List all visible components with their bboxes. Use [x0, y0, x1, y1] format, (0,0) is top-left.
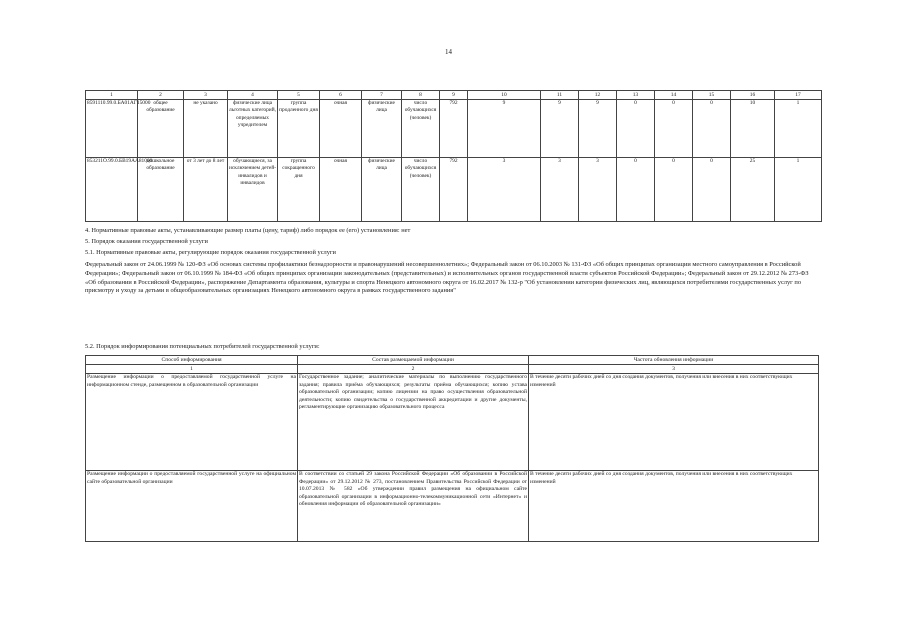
table-cell: группа сокращенного дня [278, 158, 320, 222]
table-cell: физические лица [362, 100, 402, 158]
table-cell: 3 [579, 158, 617, 222]
column-header: Частота обновления информации [529, 356, 819, 365]
table-cell: физические лица [362, 158, 402, 222]
table-cell: 1 [775, 100, 822, 158]
column-number: 7 [362, 91, 402, 100]
column-header: Способ информирования [86, 356, 298, 365]
column-number: 16 [731, 91, 775, 100]
column-number: 2 [298, 365, 529, 374]
table-cell: 3 [541, 158, 579, 222]
table-cell: число обучающихся (человек) [402, 158, 440, 222]
column-number: 3 [184, 91, 228, 100]
column-number: 10 [468, 91, 541, 100]
table-cell: дошкольное образование [138, 158, 184, 222]
column-number: 8 [402, 91, 440, 100]
table-cell: число обучающихся (человек) [402, 100, 440, 158]
table-cell: 792 [440, 158, 468, 222]
section-5-heading: 5. Порядок оказания государственной услуги [85, 238, 208, 245]
table-cell: очная [320, 158, 362, 222]
table-cell: 792 [440, 100, 468, 158]
table-cell: группа продленного дня [278, 100, 320, 158]
column-number: 12 [579, 91, 617, 100]
table-cell: 0 [693, 100, 731, 158]
column-number: 4 [228, 91, 278, 100]
column-number: 17 [775, 91, 822, 100]
information-table [85, 355, 819, 542]
column-number: 13 [617, 91, 655, 100]
table-cell: 9 [579, 100, 617, 158]
column-number: 15 [693, 91, 731, 100]
page-number: 14 [445, 48, 452, 56]
column-number: 11 [541, 91, 579, 100]
column-number: 3 [529, 365, 819, 374]
indicators-table [85, 90, 822, 222]
info-content-cell: В соответствии со статьей 29 закона Российской Федерации «Об образовании в Российской Федерации» от 29.12.2012 № 273, постановлением Правительства Российской Федерации от 10.07.2013 № 582 «Об утверждении правил размещения на официальном сайте образовательной организации в информационно-телекоммуникационной сети «Интернет» и обновления информации об образовательной организации» [298, 471, 529, 542]
table-cell: обучающиеся, за исключением детей-инвалидов и инвалидов [228, 158, 278, 222]
table-cell: 0 [693, 158, 731, 222]
table-cell: 10 [731, 100, 775, 158]
column-number: 2 [138, 91, 184, 100]
table-cell: 3 [468, 158, 541, 222]
table-cell: 0 [617, 158, 655, 222]
table-cell: 25 [731, 158, 775, 222]
table-row [86, 100, 822, 158]
table-cell: 0 [655, 100, 693, 158]
table-cell: 1 [775, 158, 822, 222]
laws-text: Федеральный закон от 24.06.1999 № 120-ФЗ «Об основах системы профилактики безнадзорности и правонарушений несовершеннолетних»; Федеральный закон от 06.10.2003 № 131-ФЗ «Об общих принципах организации местного самоуправления в Российской Федерации»; Федеральный закон от 06.10.1999 № 184-ФЗ «Об общих принципах организации законодательных (представительных) и исполнительных органов государственной власти субъектов Российской Федерации»; Федеральный закон от 29.12.2012 № 273-ФЗ «Об образовании в Российской Федерации», распоряжение Департамента образования, культуры и спорта Ненецкого автономного округа от 16.02.2017 № 132-р "Об установлении категории физических лиц, являющихся потребителями государственных услуг по присмотру и уходу за детьми в общеобразовательных организациях Ненецкого автономного округа в рамках государственного задания" [85, 261, 809, 295]
column-number: 1 [86, 365, 298, 374]
section-5-2-heading: 5.2. Порядок информирования потенциальных потребителей государственной услуги: [85, 343, 320, 350]
column-number: 1 [86, 91, 138, 100]
info-method-cell: Размещение информации о предоставляемой государственной услуге на информационном стенде, размещенном в образовательной организации [86, 374, 298, 471]
table-row [86, 158, 822, 222]
section-5-1-heading: 5.1. Нормативные правовые акты, регулирующие порядок оказания государственной услуги [85, 249, 336, 256]
column-number: 14 [655, 91, 693, 100]
table-cell: 0 [655, 158, 693, 222]
update-frequency-cell: В течение десяти рабочих дней со дня создания документов, получения или внесения в них соответствующих изменений [529, 374, 819, 471]
info-content-cell: Государственное задание; аналитические материалы по выполнению государственного задания; правила приёма обучающихся; результаты приёма обучающихся; копию устава образовательной организации; копию лицензии на право осуществления образовательной деятельности; копию свидетельства о государственной аккредитации и другие документы, регламентирующие организацию образовательного процесса [298, 374, 529, 471]
table-cell: 9 [541, 100, 579, 158]
column-number: 6 [320, 91, 362, 100]
table-cell: 853211О.99.0.БВ19АА81000 [86, 158, 138, 222]
section-4-text: 4. Нормативные правовые акты, устанавливающие размер платы (цену, тариф) либо порядок ее (его) установления: нет [85, 227, 411, 234]
table-cell: общее образование [138, 100, 184, 158]
table-cell: 8591110.99.0.БА01АГ15000 [86, 100, 138, 158]
update-frequency-cell: В течение десяти рабочих дней со дня создания документов, получения или внесения в них соответствующих изменений [529, 471, 819, 542]
table-cell: 9 [468, 100, 541, 158]
table-cell: 0 [617, 100, 655, 158]
info-method-cell: Размещение информации о предоставляемой государственной услуге на официальном сайте образовательной организации [86, 471, 298, 542]
table-cell: от 3 лет до 8 лет [184, 158, 228, 222]
column-number: 9 [440, 91, 468, 100]
table-cell: очная [320, 100, 362, 158]
column-number: 5 [278, 91, 320, 100]
table-cell: физические лица льготных категорий, определяемых учредителем [228, 100, 278, 158]
table-cell: не указано [184, 100, 228, 158]
column-header: Состав размещаемой информации [298, 356, 529, 365]
